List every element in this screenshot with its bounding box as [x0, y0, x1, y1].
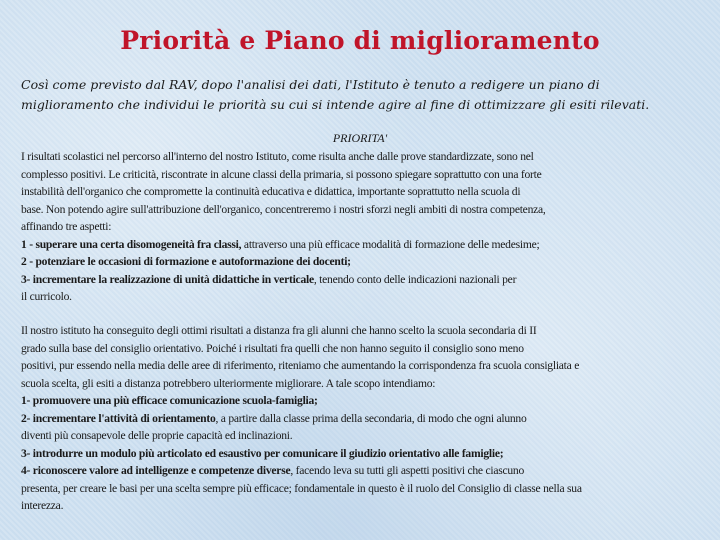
body-line: affinando tre aspetti: [21, 220, 112, 233]
list-item [21, 236, 706, 254]
list-item-bold: 2 - potenziare le occasioni di formazione e autoformazione dei docenti; [21, 255, 351, 268]
list-item-bold: 4- riconoscere valore ad intelligenze e competenze diverse [21, 464, 291, 477]
list-item-bold: 3- introdurre un modulo più articolato ed esaustivo per comunicare il giudizio orientativo alle famiglie; [21, 446, 504, 460]
body-line: I risultati scolastici nel percorso all'interno del nostro Istituto, come risulta anche dalle prove standardizzate, sono nel [21, 150, 534, 163]
page-title: Priorità e Piano di miglioramento [120, 26, 600, 55]
body-line: scuola scelta, gli esiti a distanza potrebbero ulteriormente migliorare. A tale scopo intendiamo: [21, 376, 436, 390]
list-item-bold: 2- incrementare l'attività di orientamento [21, 411, 216, 425]
body-line: Il nostro istituto ha conseguito degli ottimi risultati a distanza fra gli alunni che hanno scelto la scuola secondaria di II [21, 324, 537, 337]
list-item-text: , facendo leva su tutti gli aspetti positivi che ciascuno [290, 464, 525, 477]
list-item [21, 410, 706, 428]
list-item-bold: 3- incrementare la realizzazione di unità didattiche in verticale [21, 272, 314, 286]
intro-line: miglioramento che individui le priorità su cui si intende agire al fine di ottimizzare gli esiti rilevati. [21, 97, 650, 112]
list-item-bold: 1 - superare una certa disomogeneità fra classi, [21, 237, 242, 251]
body-line: base. Non potendo agire sull'attribuzione dell'organico, concentreremo i nostri sforzi negli ambiti di nostra competenza, [21, 202, 546, 216]
list-item-text: attraverso una più efficace modalità di formazione delle medesime; [241, 237, 540, 251]
intro-line: Così come previsto dal RAV, dopo l'analisi dei dati, l'Istituto è tenuto a redigere un piano di [21, 77, 600, 92]
body-line: complesso positivi. Le criticità, riscontrate in alcune classi della primaria, si possono spiegare soprattutto con una forte [21, 167, 542, 181]
list-item [21, 462, 706, 480]
body-line: instabilità dell'organico che compromette la continuità educativa e didattica, importante soprattutto nella scuola di [21, 185, 521, 198]
body-line: il curricolo. [21, 290, 72, 303]
list-item [21, 445, 706, 463]
list-item [21, 253, 706, 271]
list-item-text: , tenendo conto delle indicazioni nazionali per [313, 272, 517, 286]
list-item [21, 271, 706, 289]
body-line: presenta, per creare le basi per una scelta sempre più efficace; fondamentale in questo è il ruolo del Consiglio di classe nella sua [21, 481, 582, 495]
body-line: grado sulla base del consiglio orientativo. Poiché i risultati fra quelli che non hanno seguito il consiglio sono meno [21, 341, 524, 355]
orientation-block [21, 322, 706, 515]
list-item-text: , a partire dalla classe prima della secondaria, di modo che ogni alunno [215, 411, 527, 425]
body-line: positivi, pur essendo nella media delle aree di riferimento, riteniamo che aumentando la corrispondenza fra scuola consigliata e [21, 359, 580, 372]
body-line: diventi più consapevole delle proprie capacità ed inclinazioni. [21, 429, 293, 442]
intro-paragraph [21, 75, 701, 115]
priorities-block [21, 148, 706, 306]
body-line: interezza. [21, 499, 64, 512]
list-item [21, 392, 706, 410]
section-heading: PRIORITA' [332, 131, 388, 145]
list-item-bold: 1- promuovere una più efficace comunicazione scuola-famiglia; [21, 394, 318, 407]
